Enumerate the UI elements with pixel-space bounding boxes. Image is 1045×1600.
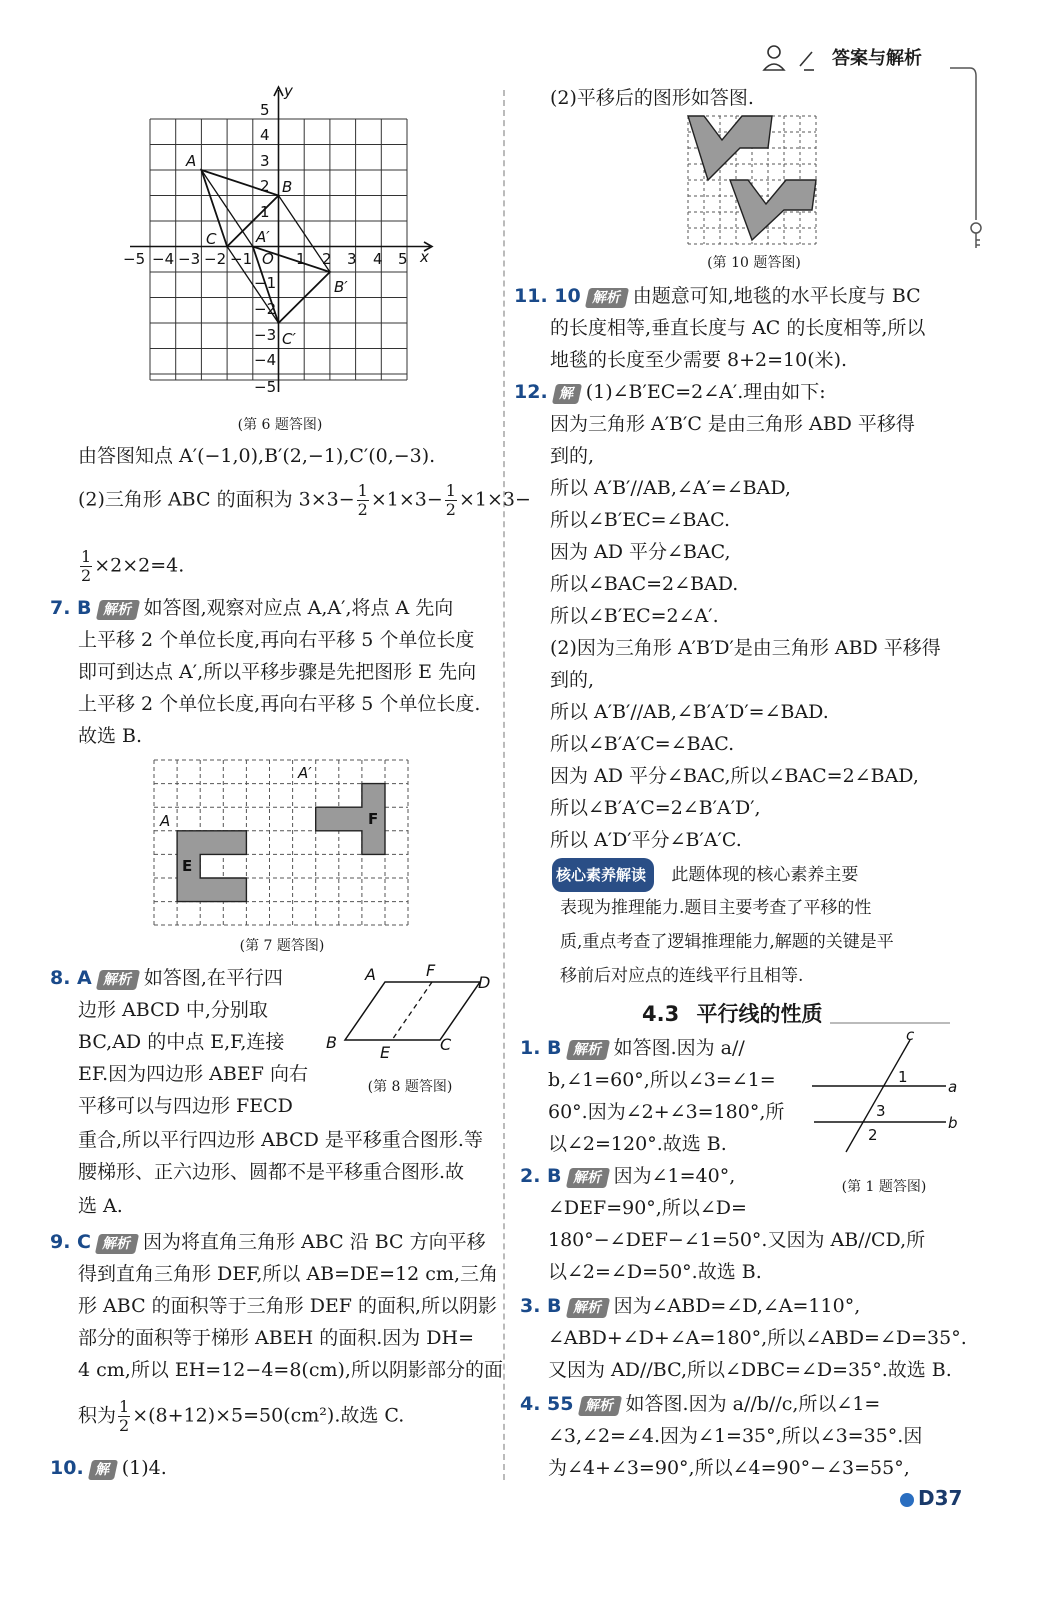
fig7-label-F: F — [368, 810, 379, 828]
q8-line-3: BC,AD 的中点 E,F,连接 — [78, 1031, 285, 1053]
y-tick: 2 — [260, 177, 270, 195]
x-tick: −2 — [204, 250, 227, 268]
core-line-1 — [552, 858, 858, 892]
fig1-angle-1: 1 — [898, 1068, 908, 1086]
y-tick: −4 — [254, 351, 277, 369]
section-number: 4.3 — [642, 1002, 680, 1026]
q8-line-8: 选 A. — [78, 1195, 123, 1217]
y-tick: 4 — [260, 126, 270, 144]
s1-line-2: b,∠1=60°,所以∠3=∠1= — [548, 1069, 776, 1091]
x-tick: −4 — [152, 250, 175, 268]
q12-line-3: 到的, — [550, 445, 595, 467]
solution-tag: 解 — [552, 384, 582, 404]
header-line — [950, 60, 990, 260]
q10-number: 10. — [50, 1457, 84, 1479]
s1-text: 如答图.因为 a// — [613, 1037, 745, 1059]
point-B-prime: B′ — [334, 278, 348, 296]
section-title — [642, 998, 823, 1028]
q10-text: (1)4. — [121, 1457, 167, 1479]
core-literacy-badge: 核心素养解读 — [552, 858, 654, 892]
q12-line-13: 因为 AD 平分∠BAC,所以∠BAC=2∠BAD, — [550, 765, 919, 787]
left-line-3 — [78, 548, 184, 585]
x-tick: 4 — [373, 250, 383, 268]
q9-line-5: 4 cm,所以 EH=12−4=8(cm),所以阴影部分的面 — [78, 1359, 503, 1381]
y-tick: 1 — [260, 203, 270, 221]
s2-line-2: ∠DEF=90°,所以∠D= — [548, 1197, 747, 1219]
q12-line-6: 因为 AD 平分∠BAC, — [550, 541, 731, 563]
s2-number: 2. B — [520, 1165, 562, 1187]
analysis-tag: 解析 — [95, 1234, 139, 1254]
q9-line-3: 形 ABC 的面积等于三角形 DEF 的面积,所以阴影 — [78, 1295, 498, 1317]
q7-text: 如答图,观察对应点 A,A′,将点 A 先向 — [143, 597, 454, 619]
analysis-tag: 解析 — [95, 600, 139, 620]
y-tick: −5 — [254, 378, 277, 396]
analysis-tag: 解析 — [96, 970, 140, 990]
q9-text: 因为将直角三角形 ABC 沿 BC 方向平移 — [143, 1231, 486, 1253]
figure-10-grid — [686, 114, 818, 246]
fig7-label-A-prime: A′ — [298, 764, 312, 782]
figure-8-parallelogram — [320, 960, 500, 1060]
q9-line-6 — [78, 1398, 404, 1435]
point-B: B — [282, 178, 293, 196]
q12-line-2: 因为三角形 A′B′C 是由三角形 ABD 平移得 — [550, 413, 915, 435]
origin-label: O — [262, 250, 274, 268]
figure-10-caption: (第 10 题答图) — [707, 255, 801, 271]
s2-line-4: 以∠2=∠D=50°.故选 B. — [548, 1261, 762, 1283]
q8-line-2: 边形 ABCD 中,分别取 — [78, 999, 268, 1021]
q7-line-4: 上平移 2 个单位长度,再向右平移 5 个单位长度. — [78, 693, 481, 715]
q9-number: 9. C — [50, 1231, 91, 1253]
fig1-a: a — [948, 1078, 958, 1096]
fig7-label-E: E — [182, 857, 193, 875]
q8-line-4: EF.因为四边形 ABEF 向右 — [78, 1063, 308, 1085]
left-line-1: 由答图知点 A′(−1,0),B′(2,−1),C′(0,−3). — [78, 445, 436, 467]
analysis-tag: 解析 — [565, 1040, 609, 1060]
q9-text-a: 积为 — [78, 1404, 117, 1427]
q7-line-2: 上平移 2 个单位长度,再向右平移 5 个单位长度 — [78, 629, 475, 651]
reader-icon — [760, 40, 830, 74]
fig1-angle-2: 2 — [868, 1126, 878, 1144]
q12-line-4: 所以 A′B′//AB,∠A′=∠BAD, — [550, 477, 791, 499]
q12-number: 12. — [514, 381, 548, 403]
analysis-tag: 解析 — [565, 1298, 609, 1318]
s4-line-3: 为∠4+∠3=90°,所以∠4=90°−∠3=55°, — [548, 1457, 910, 1479]
point-A: A — [186, 152, 197, 170]
q11-line-2: 的长度相等,垂直长度与 AC 的长度相等,所以 — [550, 317, 926, 339]
q9-line-1 — [50, 1226, 486, 1258]
s3-text: 因为∠ABD=∠D,∠A=110°, — [613, 1295, 861, 1317]
core-line-3: 质,重点考查了逻辑推理能力,解题的关键是平 — [560, 932, 894, 952]
q7-line-3: 即可到达点 A′,所以平移步骤是先把图形 E 先向 — [78, 661, 477, 683]
q9-text-b: ×(8+12)×5=50(cm²).故选 C. — [132, 1404, 405, 1427]
q11-line-1 — [514, 280, 921, 312]
q12-line-15: 所以 A′D′平分∠B′A′C. — [550, 829, 742, 851]
area-expr-a: (2)三角形 ABC 的面积为 3×3− — [78, 488, 355, 511]
y-axis-label: y — [284, 82, 293, 100]
q12-line-11: 所以 A′B′//AB,∠B′A′D′=∠BAD. — [550, 701, 829, 723]
left-line-2 — [78, 482, 531, 519]
q11-number: 11. 10 — [514, 285, 581, 307]
x-tick: −5 — [123, 250, 146, 268]
x-tick: 3 — [347, 250, 357, 268]
q12-line-12: 所以∠B′A′C=∠BAC. — [550, 733, 735, 755]
x-tick: −1 — [230, 250, 253, 268]
fig8-A: A — [365, 965, 376, 984]
q10-line-1 — [50, 1452, 167, 1484]
s3-line-3: 又因为 AD//BC,所以∠DBC=∠D=35°.故选 B. — [548, 1359, 952, 1381]
x-axis-label: x — [420, 248, 429, 266]
q7-number: 7. B — [50, 597, 92, 619]
figure-8-caption: (第 8 题答图) — [367, 1079, 453, 1095]
q8-line-1 — [50, 962, 283, 994]
section-name: 平行线的性质 — [696, 1002, 823, 1026]
analysis-tag: 解析 — [577, 1396, 621, 1416]
q8-text: 如答图,在平行四 — [143, 967, 283, 989]
q12-line-8: 所以∠B′EC=2∠A′. — [550, 605, 719, 627]
header — [760, 40, 980, 80]
analysis-tag: 解析 — [585, 288, 629, 308]
x-tick: −3 — [178, 250, 201, 268]
page-number: D37 — [900, 1486, 962, 1510]
q7-line-1 — [50, 592, 453, 624]
point-A-prime: A′ — [256, 228, 270, 246]
x-tick: 5 — [398, 250, 408, 268]
s4-line-2: ∠3,∠2=∠4.因为∠1=35°,所以∠3=35°.因 — [548, 1425, 923, 1447]
s1-line-1 — [520, 1032, 745, 1064]
q8-line-5: 平移可以与四边形 FECD — [78, 1095, 293, 1117]
s1-number: 1. B — [520, 1037, 562, 1059]
fraction-half: $\frac{1}{2}$ — [81, 547, 92, 585]
column-divider — [503, 90, 505, 1480]
s4-number: 4. 55 — [520, 1393, 574, 1415]
fraction-half: $\frac{1}{2}$ — [119, 1397, 130, 1435]
q12-line-9: (2)因为三角形 A′B′D′是由三角形 ABD 平移得 — [550, 637, 941, 659]
figure-6-coordinate-grid — [120, 82, 440, 412]
point-C: C — [206, 230, 217, 248]
figure-7-caption: (第 7 题答图) — [239, 938, 325, 954]
fig8-B: B — [326, 1033, 337, 1052]
fig8-C: C — [440, 1035, 452, 1054]
s2-text: 因为∠1=40°, — [613, 1165, 736, 1187]
s3-line-1 — [520, 1290, 860, 1322]
q12-text: (1)∠B′EC=2∠A′.理由如下: — [585, 381, 826, 403]
y-tick: 5 — [260, 101, 270, 119]
s1-line-3: 60°.因为∠2+∠3=180°,所 — [548, 1101, 785, 1123]
y-tick: −2 — [254, 300, 277, 318]
y-tick: −3 — [254, 326, 277, 344]
right-line-0: (2)平移后的图形如答图. — [550, 87, 754, 109]
page-dot-icon — [900, 1493, 914, 1507]
fig1-angle-3: 3 — [876, 1102, 886, 1120]
s3-line-2: ∠ABD+∠D+∠A=180°,所以∠ABD=∠D=35°. — [548, 1327, 967, 1349]
fig8-F: F — [426, 961, 436, 980]
x-tick: 1 — [296, 250, 306, 268]
s2-line-1 — [520, 1160, 735, 1192]
s4-line-1 — [520, 1388, 880, 1420]
fraction-half: $\frac{1}{2}$ — [357, 481, 368, 519]
fig8-E: E — [380, 1043, 391, 1060]
figure-1-parallel-lines — [806, 1026, 966, 1156]
q12-line-1 — [514, 376, 826, 408]
point-C-prime: C′ — [282, 330, 296, 348]
core-text: 此题体现的核心素养主要 — [671, 865, 859, 885]
q12-line-5: 所以∠B′EC=∠BAC. — [550, 509, 731, 531]
q8-line-6: 重合,所以平行四边形 ABCD 是平移重合图形.等 — [78, 1129, 483, 1151]
q12-line-7: 所以∠BAC=2∠BAD. — [550, 573, 739, 595]
fig1-c: c — [906, 1026, 915, 1044]
figure-6-caption: (第 6 题答图) — [237, 417, 323, 433]
area-expr-b: ×1×3− — [370, 488, 443, 511]
s1-line-4: 以∠2=120°.故选 B. — [548, 1133, 727, 1155]
q7-line-5: 故选 B. — [78, 725, 143, 747]
s3-number: 3. B — [520, 1295, 562, 1317]
q9-line-4: 部分的面积等于梯形 ABEH 的面积.因为 DH= — [78, 1327, 475, 1349]
fig8-D: D — [478, 973, 491, 992]
area-expr-d: ×2×2=4. — [94, 554, 185, 577]
q11-text: 由题意可知,地毯的水平长度与 BC — [632, 285, 921, 307]
figure-1-caption: (第 1 题答图) — [841, 1179, 927, 1195]
s2-line-3: 180°−∠DEF−∠1=50°.又因为 AB//CD,所 — [548, 1229, 926, 1251]
core-line-2: 表现为推理能力.题目主要考查了平移的性 — [560, 898, 872, 918]
q12-line-14: 所以∠B′A′C=2∠B′A′D′, — [550, 797, 761, 819]
x-tick: 2 — [322, 250, 332, 268]
analysis-tag: 解析 — [565, 1168, 609, 1188]
core-line-4: 移前后对应点的连线平行且相等. — [560, 966, 804, 986]
q8-number: 8. A — [50, 967, 92, 989]
s4-text: 如答图.因为 a//b//c,所以∠1= — [625, 1393, 881, 1415]
y-tick: 3 — [260, 152, 270, 170]
area-expr-c: ×1×3− — [458, 488, 531, 511]
q12-line-10: 到的, — [550, 669, 595, 691]
q11-line-3: 地毯的长度至少需要 8+2=10(米). — [550, 349, 848, 371]
q8-line-7: 腰梯形、正六边形、圆都不是平移重合图形.故 — [78, 1161, 465, 1183]
fig1-b: b — [948, 1114, 958, 1132]
figure-7-grid — [150, 756, 412, 932]
solution-tag: 解 — [88, 1460, 118, 1480]
fig7-label-A: A — [160, 812, 171, 830]
q9-line-2: 得到直角三角形 DEF,所以 AB=DE=12 cm,三角 — [78, 1263, 498, 1285]
y-tick: −1 — [254, 274, 277, 292]
header-title: 答案与解析 — [832, 48, 922, 69]
fraction-half: $\frac{1}{2}$ — [445, 481, 456, 519]
